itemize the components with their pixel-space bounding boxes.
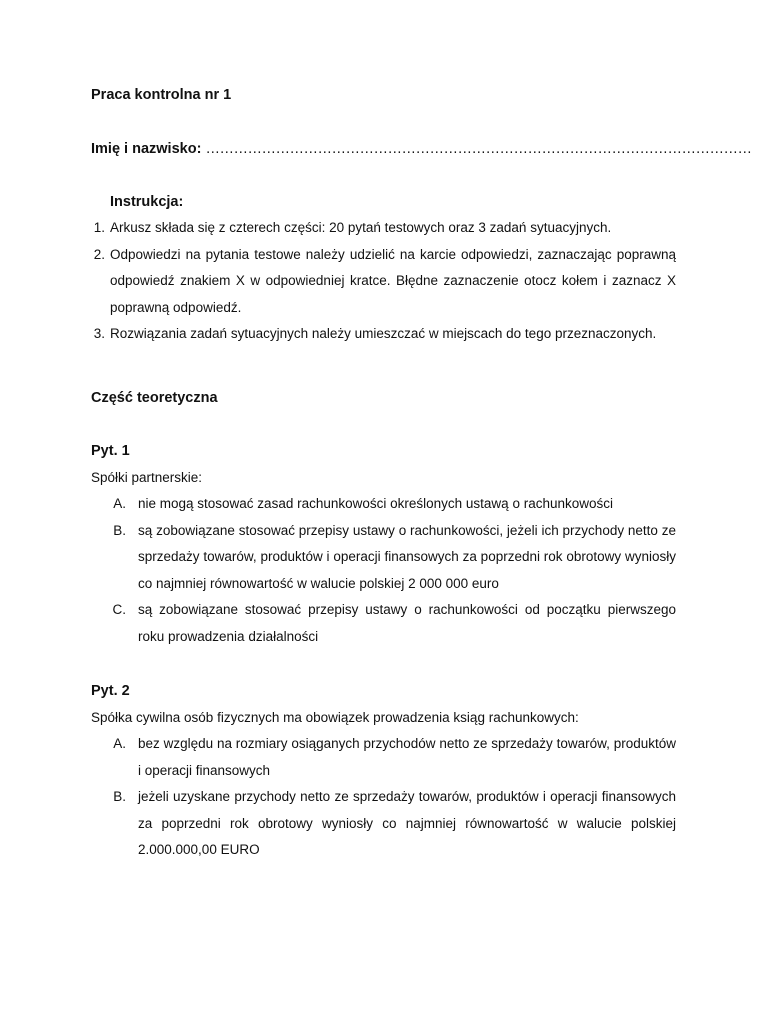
instructions-heading: Instrukcja: bbox=[110, 194, 184, 210]
answer-option bbox=[91, 784, 676, 864]
answer-letter: B. bbox=[113, 522, 126, 538]
answer-option bbox=[91, 731, 676, 784]
name-line bbox=[91, 136, 752, 163]
question-prompt: Spółka cywilna osób fizycznych ma obowiązek prowadzenia ksiąg rachunkowych: bbox=[91, 710, 579, 725]
instruction-number: 2. bbox=[93, 246, 105, 262]
answer-text: nie mogą stosować zasad rachunkowości określonych ustawą o rachunkowości bbox=[138, 496, 613, 511]
answer-option bbox=[91, 491, 676, 518]
document-title: Praca kontrolna nr 1 bbox=[91, 87, 232, 103]
instruction-text: Rozwiązania zadań sytuacyjnych należy umieszczać w miejscach do tego przeznaczonych. bbox=[110, 326, 657, 341]
answer-option bbox=[91, 597, 676, 650]
section-title: Część teoretyczna bbox=[91, 390, 218, 406]
answer-text: są zobowiązane stosować przepisy ustawy o rachunkowości od początku pierwszego roku prowadzenia działalności bbox=[138, 602, 676, 644]
answer-letter: A. bbox=[113, 736, 126, 751]
answer-list bbox=[91, 491, 676, 650]
answer-text: bez względu na rozmiary osiąganych przychodów netto ze sprzedaży towarów, produktów i operacji finansowych bbox=[138, 736, 676, 778]
instructions-list bbox=[91, 215, 676, 348]
answer-letter: B. bbox=[113, 789, 126, 804]
instruction-item bbox=[91, 321, 676, 348]
instruction-text: Arkusz składa się z czterech części: 20 pytań testowych oraz 3 zadań sytuacyjnych. bbox=[110, 220, 612, 235]
instruction-number: 1. bbox=[93, 220, 105, 235]
answer-letter: A. bbox=[113, 496, 126, 511]
instruction-item bbox=[91, 242, 676, 322]
answer-letter: C. bbox=[112, 602, 126, 617]
instruction-item bbox=[91, 215, 676, 242]
question-label: Pyt. 1 bbox=[91, 443, 130, 459]
instruction-number: 3. bbox=[93, 326, 105, 341]
answer-text: są zobowiązane stosować przepisy ustawy o rachunkowości, jeżeli ich przychody netto ze sprzedaży towarów, produktów i operacji finansowych za poprzedni rok obrotowy wyniosły co najmniej równowartość w walucie polskiej 2 000 000 euro bbox=[138, 522, 676, 591]
answer-text: jeżeli uzyskane przychody netto ze sprzedaży towarów, produktów i operacji finansowych za poprzedni rok obrotowy wyniosły co najmniej równowartość w walucie polskiej 2.000.000,00 EURO bbox=[138, 789, 676, 857]
name-label: Imię i nazwisko: bbox=[91, 141, 202, 157]
question-prompt: Spółki partnerskie: bbox=[91, 470, 203, 485]
instruction-text: Odpowiedzi na pytania testowe należy udzielić na karcie odpowiedzi, zaznaczając poprawną odpowiedź znakiem X w odpowiedniej kratce. Błędne zaznaczenie otocz kołem i zaznacz X poprawną odpowiedź. bbox=[110, 246, 676, 315]
answer-list bbox=[91, 731, 676, 864]
question-label: Pyt. 2 bbox=[91, 683, 130, 699]
name-dots: ……………………………………………………………………………………………………… bbox=[205, 141, 752, 157]
answer-option bbox=[91, 518, 676, 598]
